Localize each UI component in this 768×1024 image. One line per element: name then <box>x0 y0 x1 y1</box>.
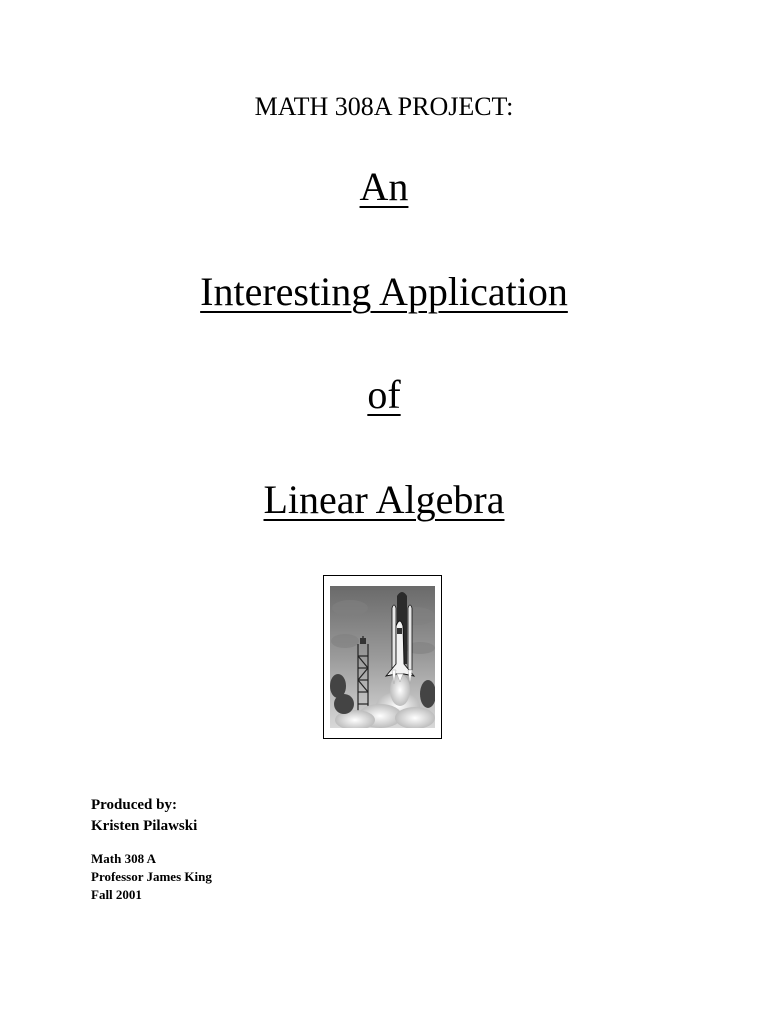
illustration-frame <box>323 575 442 739</box>
space-shuttle-launch-icon <box>330 586 435 728</box>
term-line: Fall 2001 <box>91 887 142 902</box>
title-line-4: Linear Algebra <box>263 477 505 522</box>
professor-line: Professor James King <box>91 869 212 884</box>
produced-by-label: Produced by: <box>91 797 177 813</box>
title-line-1: An <box>359 164 409 209</box>
title-line-3: of <box>367 372 401 417</box>
course-line: Math 308 A <box>91 851 156 866</box>
author-name: Kristen Pilawski <box>91 818 198 834</box>
project-label: MATH 308A PROJECT: <box>254 92 514 121</box>
title-line-2: Interesting Application <box>200 269 568 314</box>
